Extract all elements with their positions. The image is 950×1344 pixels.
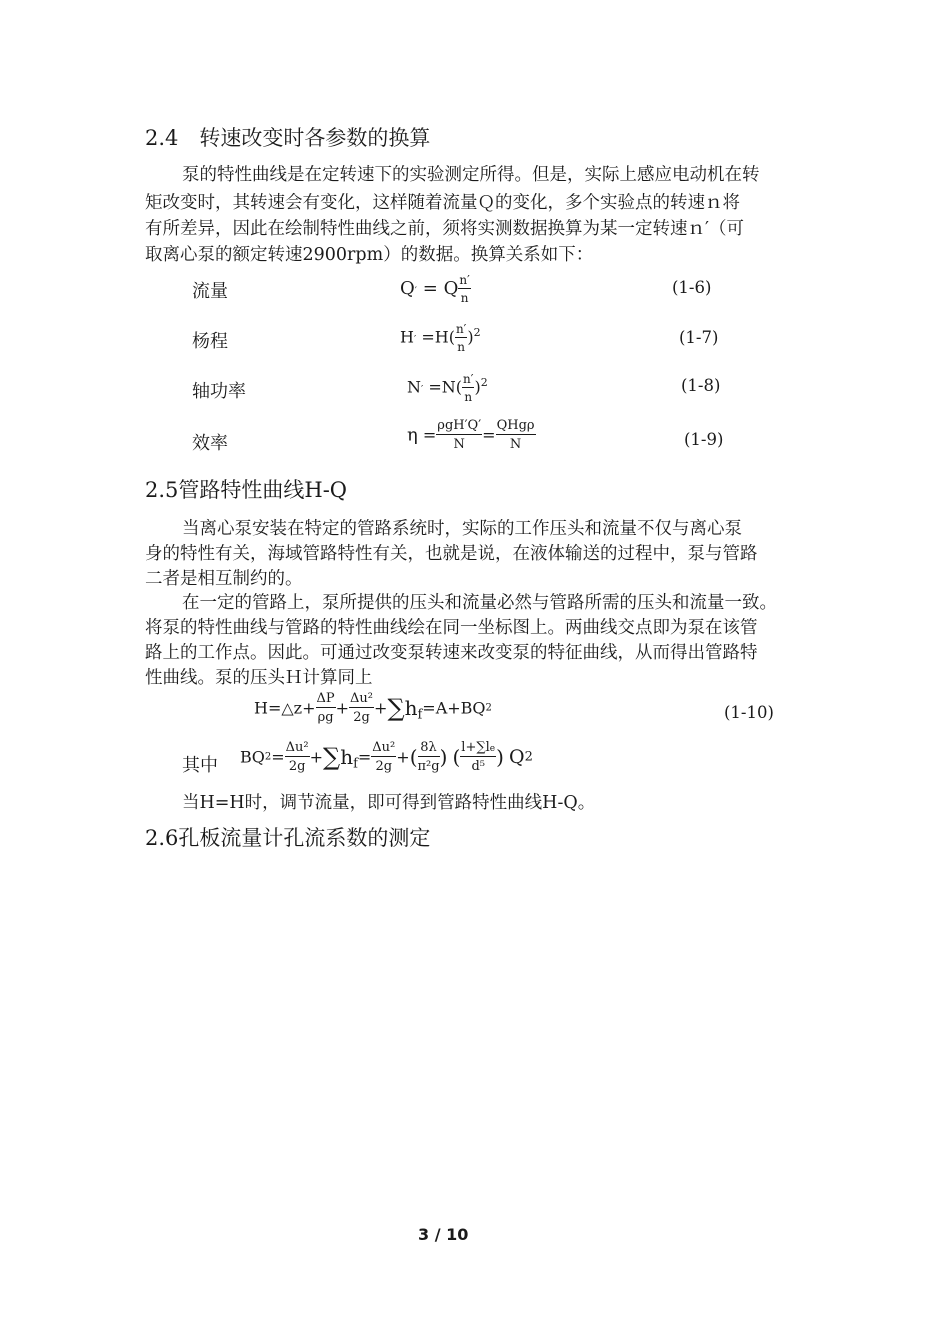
paragraph-line: 身的特性有关，海域管路特性有关，也就是说，在液体输送的过程中，泵与管路 bbox=[145, 544, 758, 564]
paragraph-line: 在一定的管路上，泵所提供的压头和流量必然与管路所需的压头和流量一致。 bbox=[182, 593, 777, 613]
formula-label-shaft-power: 轴功率 bbox=[192, 381, 246, 402]
paragraph-line: 二者是相互制约的。 bbox=[145, 569, 303, 589]
paragraph-line: 当离心泵安装在特定的管路系统时，实际的工作压头和流量不仅与离心泵 bbox=[182, 519, 742, 539]
formula-label-flow: 流量 bbox=[192, 281, 228, 302]
paragraph-line: 路上的工作点。因此。可通过改变泵转速来改变泵的特征曲线，从而得出管路特 bbox=[145, 643, 758, 663]
equation-number: (1-10) bbox=[724, 703, 774, 722]
formula-bq2: BQ2= $\frac{\text{Δu²}}{2g}$ $+\sum h_f=$ $\frac{\text{Δu²}}{2g}$ +( $\frac{8\lambda}{\text{π²g}}$ ) ( $\frac{l+\sum le}{\text{d⁵}}$ ) Q2 bbox=[240, 740, 533, 774]
equation-number: (1-6) bbox=[672, 278, 712, 297]
formula-flow: Q′ = Q $\frac{n'}{n}$ bbox=[400, 273, 470, 305]
section-heading-2-5: 2.5管路特性曲线H-Q bbox=[145, 478, 348, 502]
paragraph-line: 性曲线。泵的压头Ｈ计算同上 bbox=[145, 668, 373, 688]
formula-head: H′ =H( $\frac{n'}{n}$ )$^2$ bbox=[400, 322, 481, 354]
formula-pipe-head: H=△z+ $\frac{\Delta P}{\rho g}$ + $\frac{\text{Δu²}}{2g}$ $+\sum h_f=A+BQ2$ bbox=[254, 691, 492, 725]
paragraph-line: 有所差异，因此在绘制特性曲线之前，须将实测数据换算为某一定转速ｎ′（可 bbox=[145, 219, 744, 239]
where-label: 其中 bbox=[182, 755, 218, 776]
formula-label-efficiency: 效率 bbox=[192, 433, 228, 454]
section-heading-2-6: 2.6孔板流量计孔流系数的测定 bbox=[145, 826, 431, 850]
equation-number: (1-8) bbox=[681, 376, 721, 395]
paragraph-line: 矩改变时，其转速会有变化，这样随着流量Ｑ的变化，多个实验点的转速ｎ将 bbox=[145, 193, 740, 213]
paragraph-line: 当H=H时，调节流量，即可得到管路特性曲线H-Q。 bbox=[182, 793, 596, 813]
formula-efficiency: η = ρgH′Q′ N = QHgρ N bbox=[407, 418, 535, 452]
formula-shaft-power: N′ =N( $\frac{n'}{n}$ )$^2$ bbox=[407, 372, 488, 404]
section-heading-2-4: 2.4 转速改变时各参数的换算 bbox=[145, 126, 431, 150]
equation-number: (1-7) bbox=[679, 328, 719, 347]
page-number: 3 / 10 bbox=[418, 1225, 469, 1244]
formula-label-head: 杨程 bbox=[192, 331, 228, 352]
paragraph-line: 泵的特性曲线是在定转速下的实验测定所得。但是，实际上感应电动机在转 bbox=[182, 165, 760, 185]
paragraph-line: 取离心泵的额定转速2900rpm）的数据。换算关系如下： bbox=[145, 245, 594, 265]
paragraph-line: 将泵的特性曲线与管路的特性曲线绘在同一坐标图上。两曲线交点即为泵在该管 bbox=[145, 618, 758, 638]
equation-number: (1-9) bbox=[684, 430, 724, 449]
